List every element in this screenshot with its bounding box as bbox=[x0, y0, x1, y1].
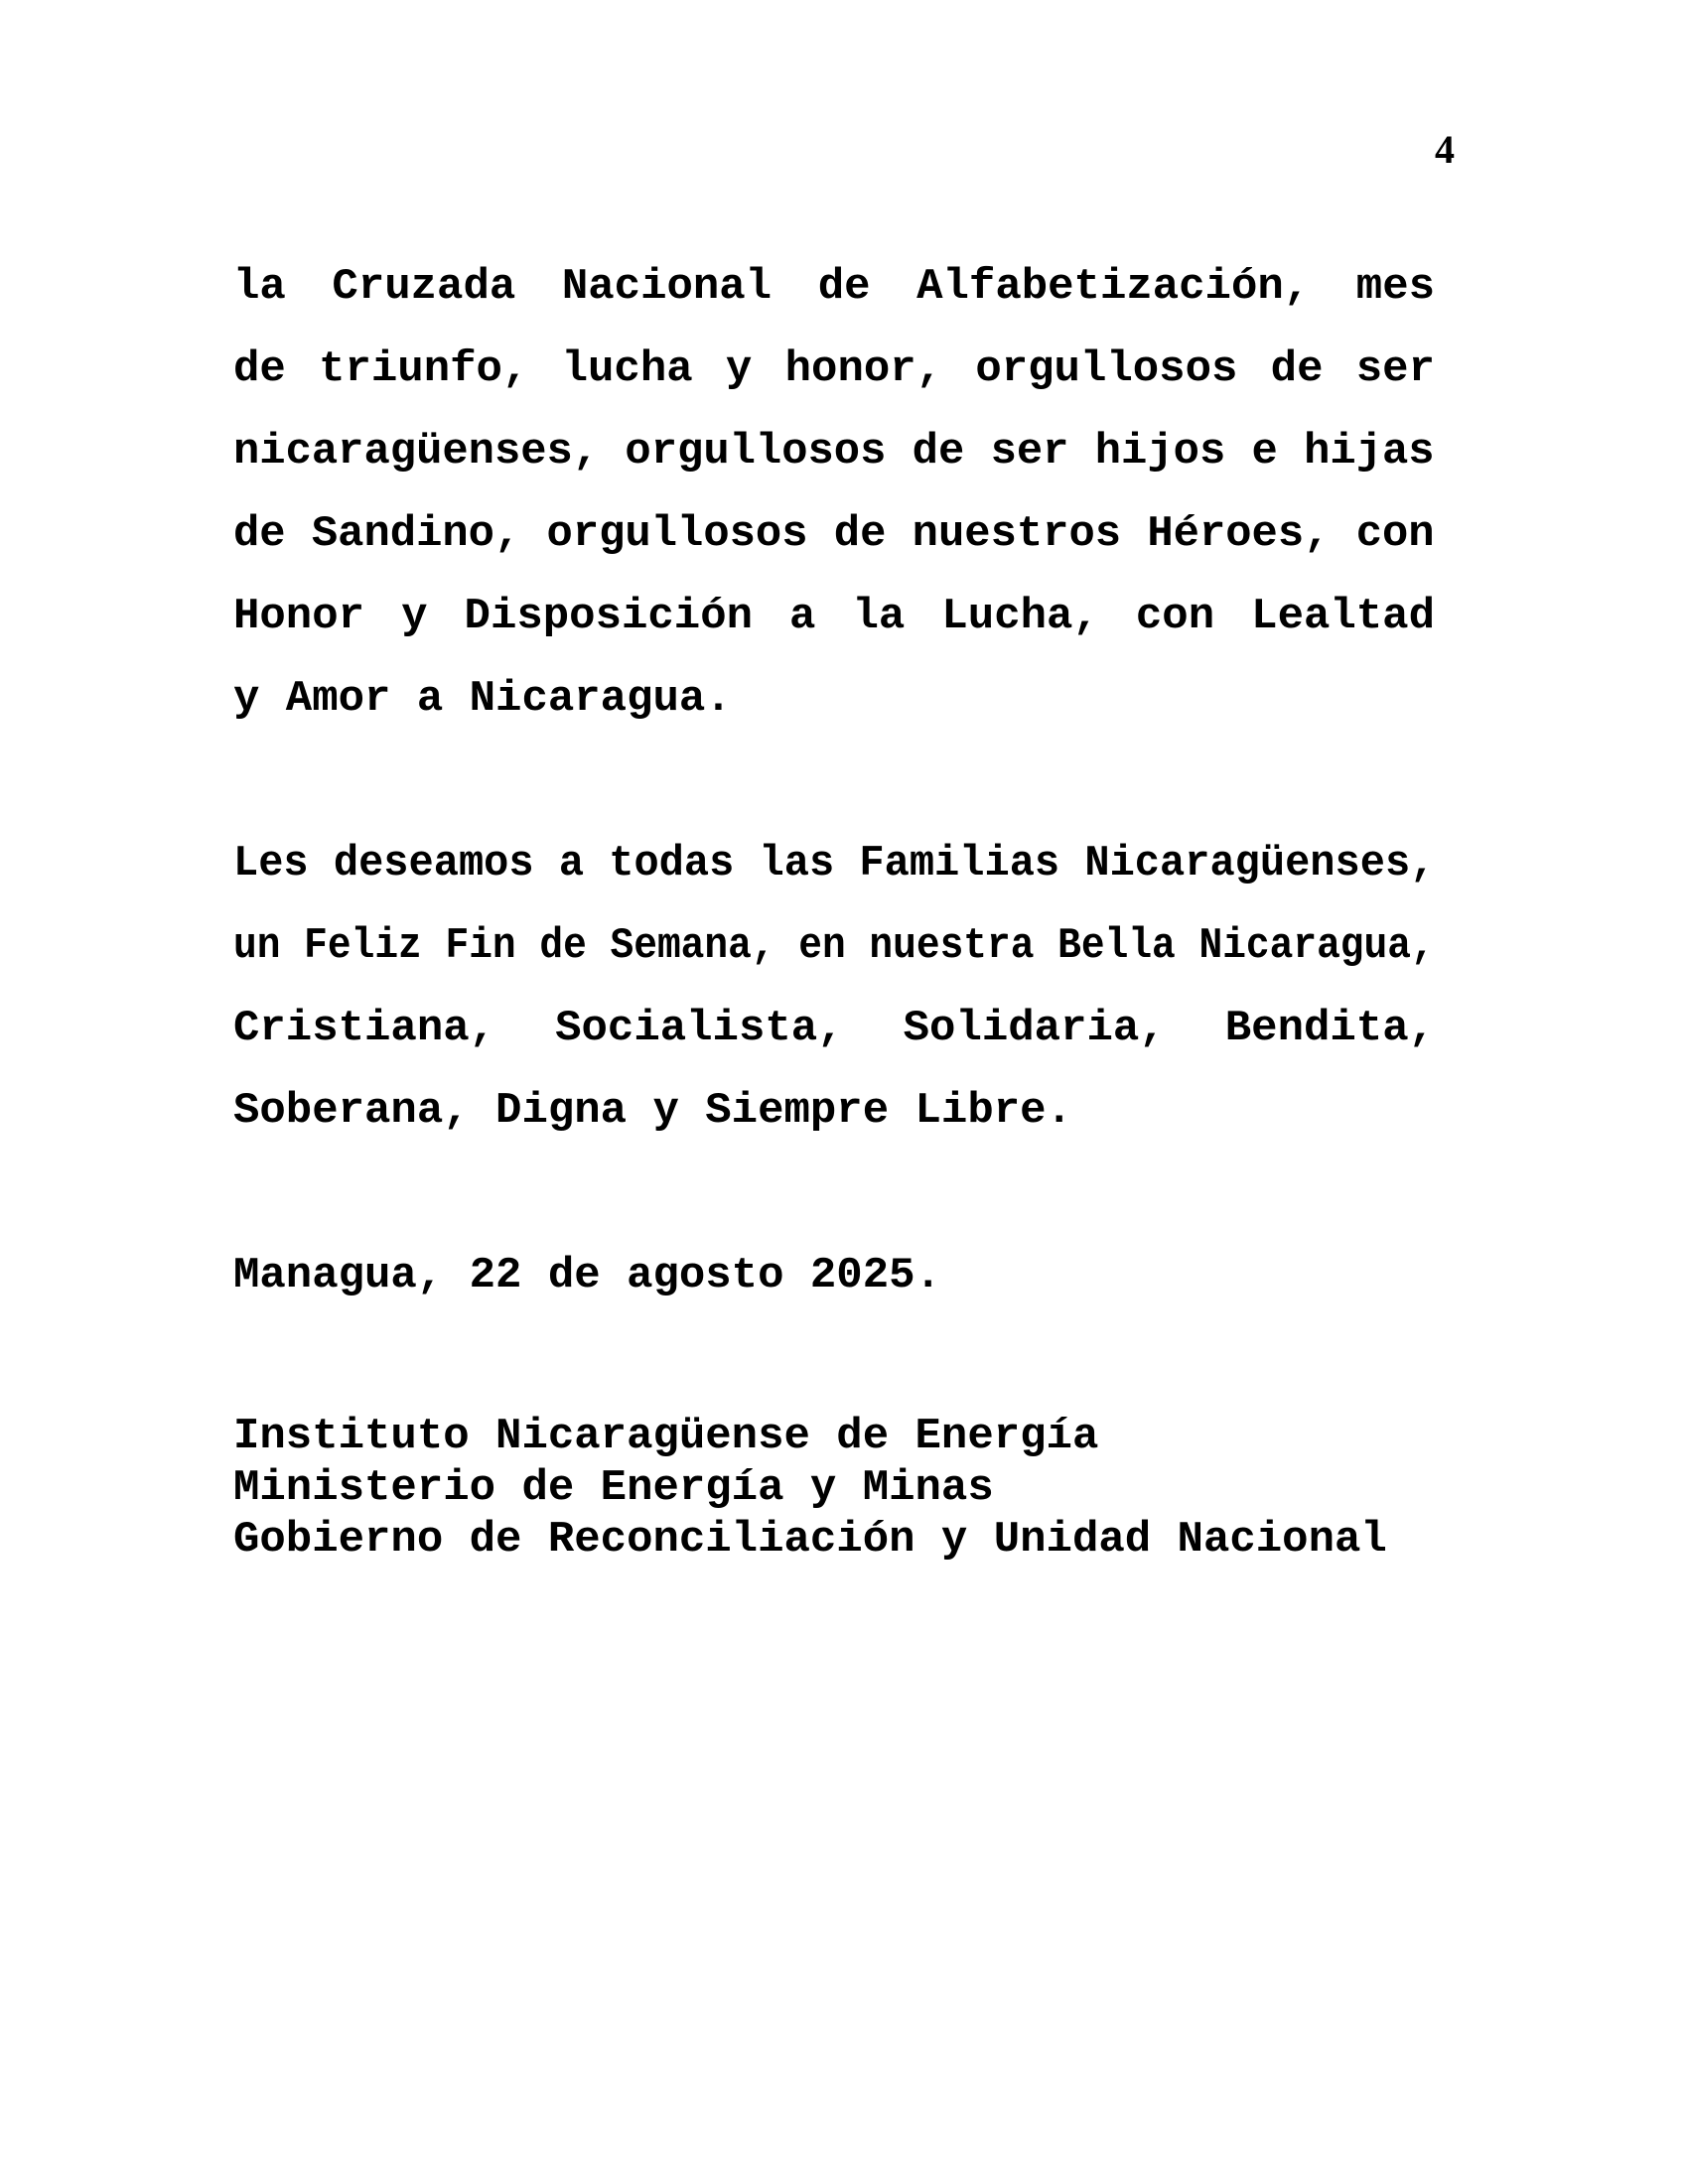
text-line: Soberana, Digna y Siempre Libre. bbox=[233, 1086, 1072, 1136]
text-line: y Amor a Nicaragua. bbox=[233, 674, 732, 724]
signature-line: Ministerio de Energía y Minas bbox=[233, 1463, 994, 1513]
paragraph-1 bbox=[233, 246, 1435, 741]
text-line: de triunfo, lucha y honor, orgullosos de ser bbox=[233, 344, 1435, 394]
text-line: Les deseamos a todas las Familias Nicaragüenses, bbox=[233, 839, 1436, 888]
page-number: 4 bbox=[1435, 127, 1455, 172]
signature-block bbox=[233, 1411, 1435, 1566]
text-line: Honor y Disposición a la Lucha, con Lealtad bbox=[233, 592, 1435, 641]
document-body bbox=[233, 246, 1435, 1566]
text-line: un Feliz Fin de Semana, en nuestra Bella Nicaragua, bbox=[233, 921, 1435, 971]
signature-line: Instituto Nicaragüense de Energía bbox=[233, 1412, 1099, 1461]
text-line: nicaragüenses, orgullosos de ser hijos e hijas bbox=[233, 427, 1435, 477]
text-line: Cristiana, Socialista, Solidaria, Bendita, bbox=[233, 1004, 1435, 1053]
text-line: la Cruzada Nacional de Alfabetización, mes bbox=[233, 262, 1435, 312]
text-line: de Sandino, orgullosos de nuestros Héroes, con bbox=[233, 509, 1435, 559]
paragraph-2 bbox=[233, 823, 1435, 1153]
dateline: Managua, 22 de agosto 2025. bbox=[233, 1251, 941, 1300]
signature-line: Gobierno de Reconciliación y Unidad Nacional bbox=[233, 1515, 1387, 1565]
